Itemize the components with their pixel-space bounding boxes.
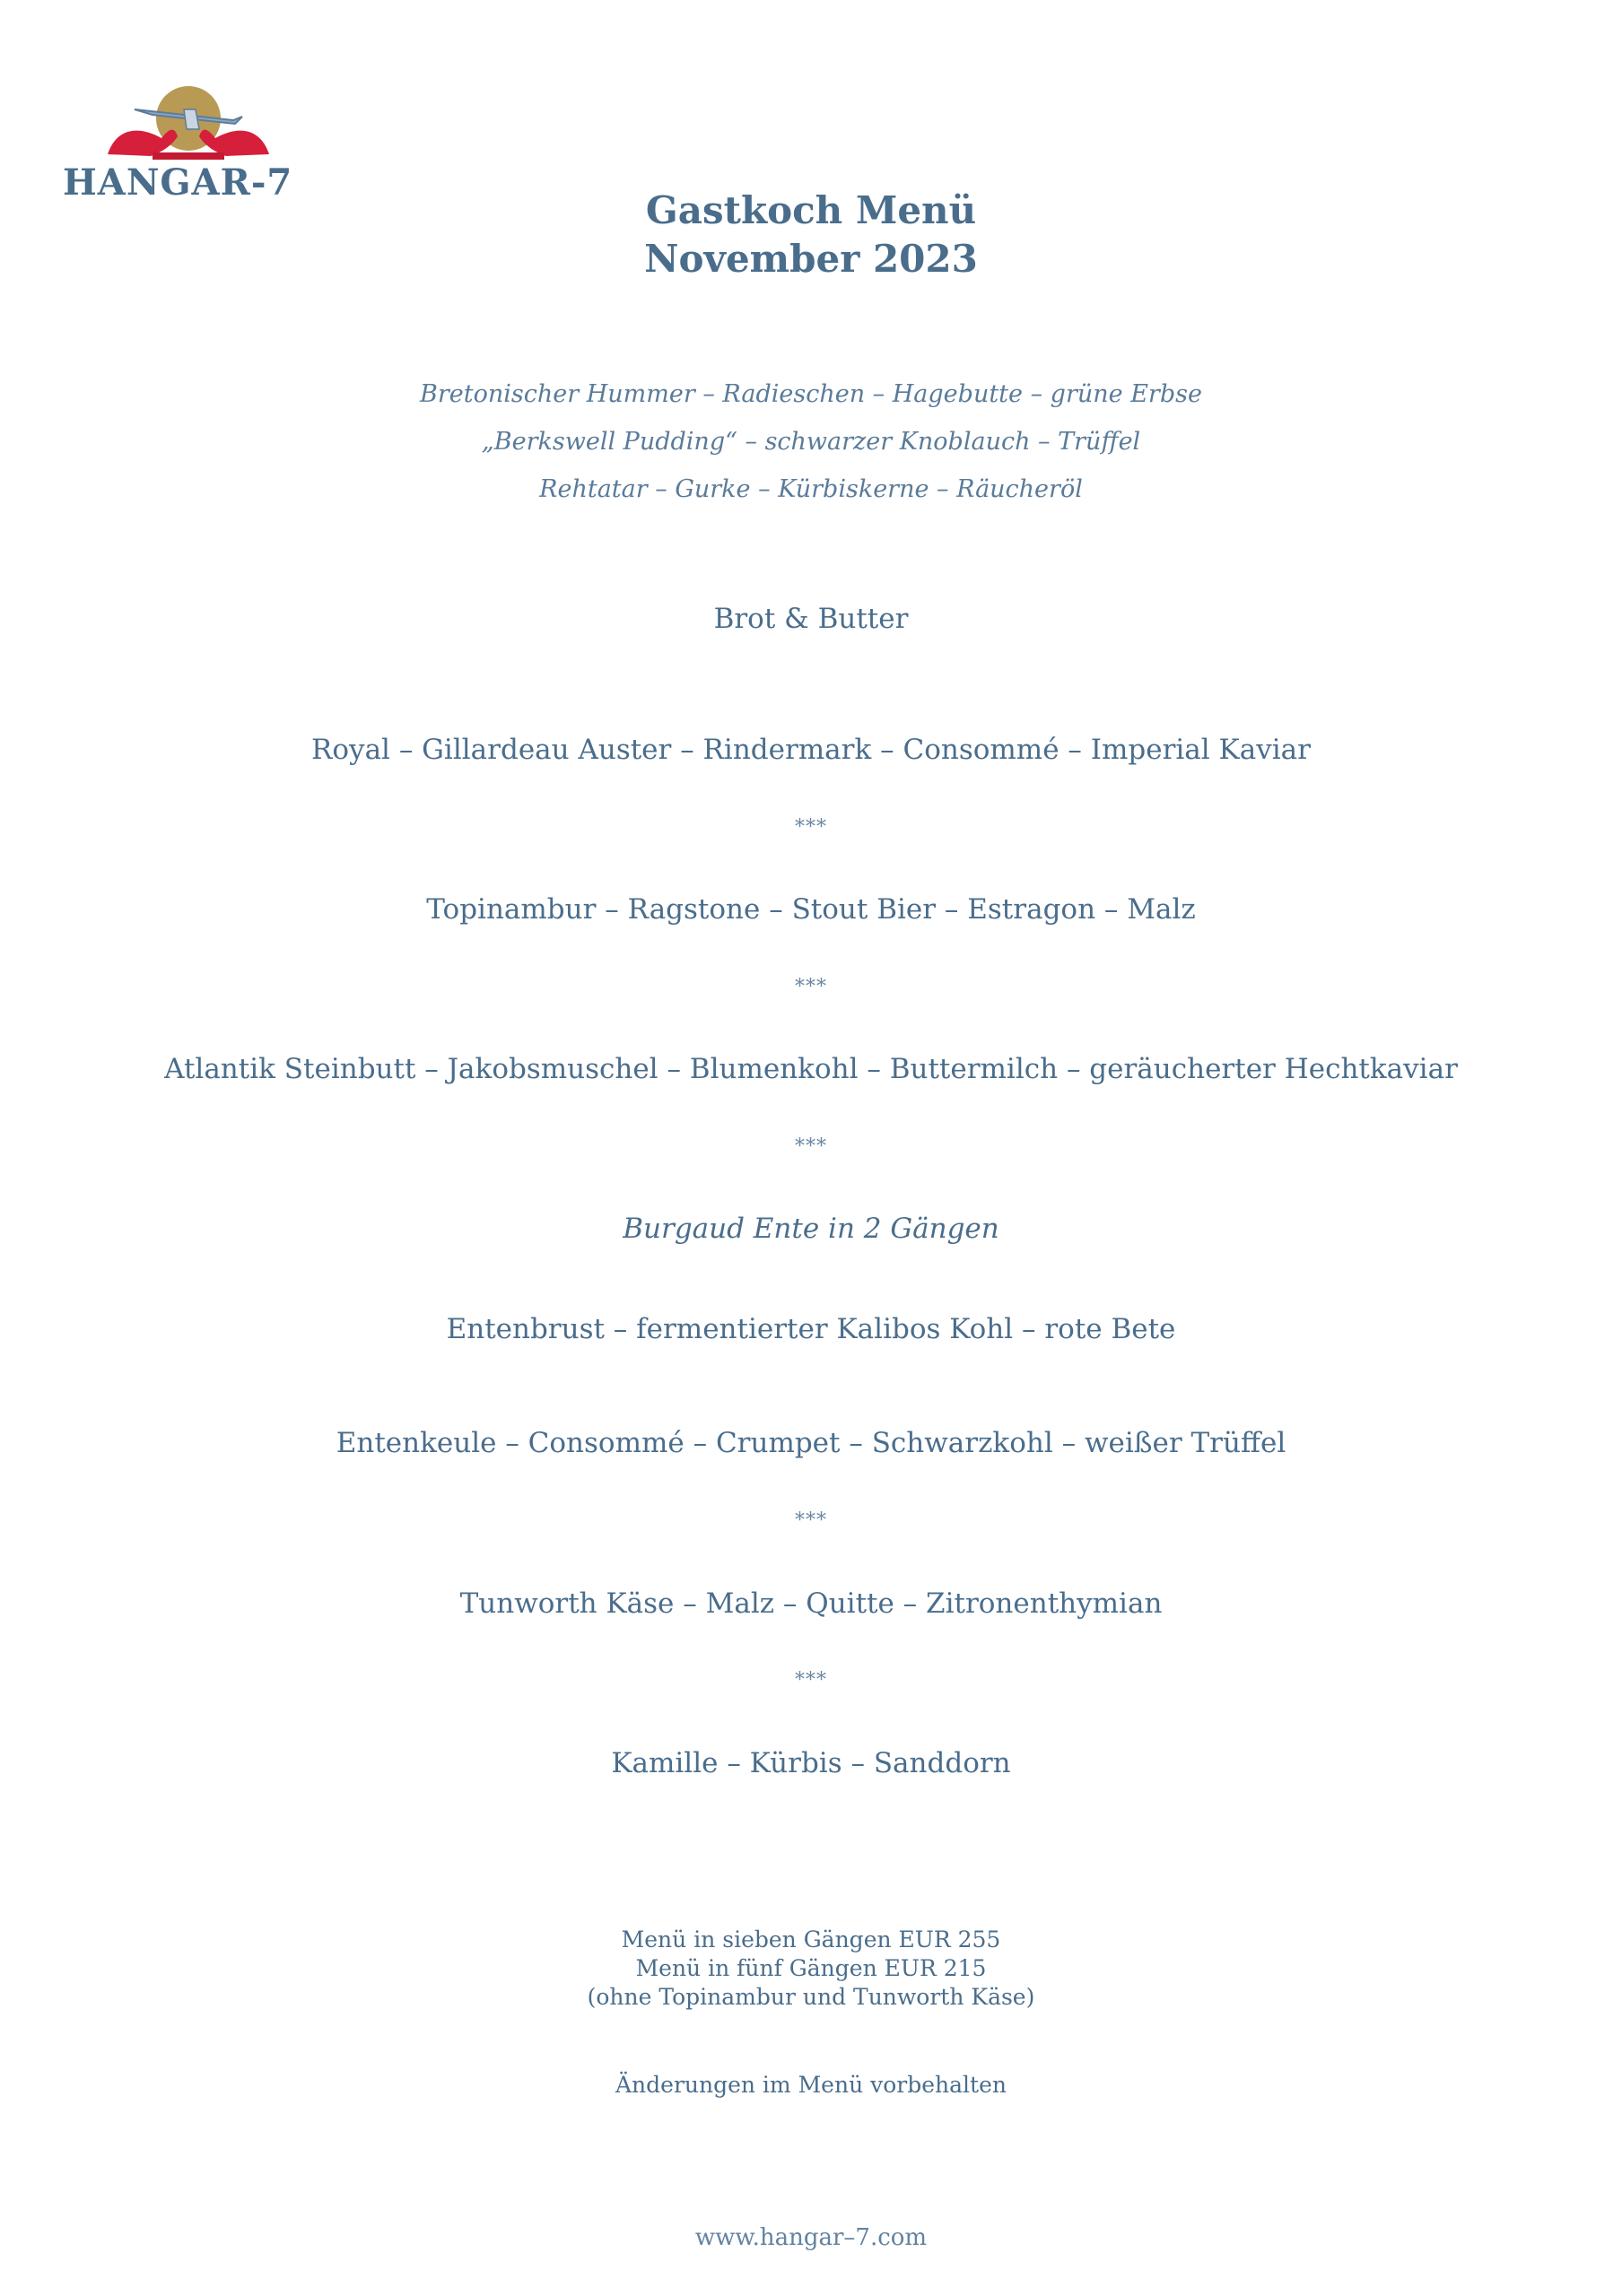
course-4-title: Burgaud Ente in 2 Gängen [623, 1213, 999, 1245]
page-title: Gastkoch Menü [645, 188, 977, 232]
website-link[interactable]: www.hangar–7.com [694, 2224, 928, 2251]
page-subtitle-date: November 2023 [644, 237, 978, 281]
price-note: (ohne Topinambur und Tunworth Käse) [587, 1984, 1035, 2010]
separator: *** [795, 816, 827, 839]
amuse-bouche-2: „Berkswell Pudding“ – schwarzer Knoblauch – Trüffel [481, 428, 1141, 456]
price-five-courses: Menü in fünf Gängen EUR 215 [635, 1955, 987, 1981]
price-seven-courses: Menü in sieben Gängen EUR 255 [621, 1926, 1001, 1952]
disclaimer: Änderungen im Menü vorbehalten [615, 2072, 1007, 2098]
brand-wordmark: HANGAR-7 [63, 161, 293, 204]
course-6: Kamille – Kürbis – Sanddorn [611, 1747, 1011, 1779]
course-4b: Entenkeule – Consommé – Crumpet – Schwarzkohl – weißer Trüffel [336, 1427, 1286, 1459]
course-2: Topinambur – Ragstone – Stout Bier – Estragon – Malz [426, 893, 1196, 926]
separator: *** [795, 976, 827, 998]
bread-course: Brot & Butter [713, 603, 909, 635]
amuse-bouche-3: Rehtatar – Gurke – Kürbiskerne – Räucheröl [539, 475, 1083, 503]
amuse-bouche-1: Bretonischer Hummer – Radieschen – Hagebutte – grüne Erbse [420, 380, 1202, 408]
separator: *** [795, 1509, 827, 1532]
course-1: Royal – Gillardeau Auster – Rindermark – Consommé – Imperial Kaviar [311, 734, 1311, 766]
course-3: Atlantik Steinbutt – Jakobsmuschel – Blumenkohl – Buttermilch – geräucherter Hechtkaviar [164, 1053, 1458, 1085]
course-5: Tunworth Käse – Malz – Quitte – Zitronenthymian [459, 1587, 1163, 1620]
separator: *** [795, 1669, 827, 1692]
separator: *** [795, 1135, 827, 1158]
course-4a: Entenbrust – fermentierter Kalibos Kohl – rote Bete [446, 1313, 1176, 1345]
red-bull-hangar7-logo-icon [99, 83, 278, 163]
